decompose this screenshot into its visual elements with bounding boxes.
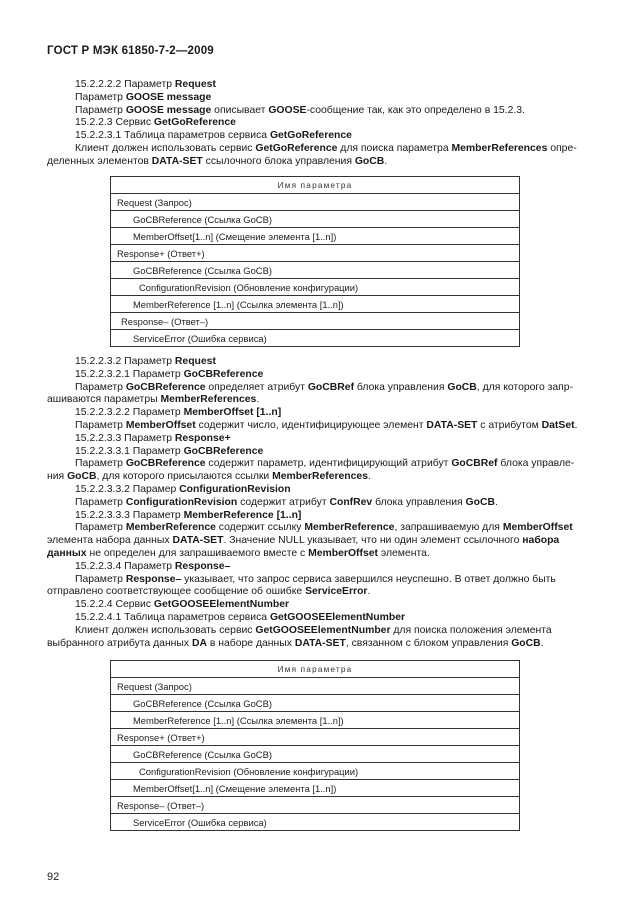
text: Клиент должен использовать сервис xyxy=(75,624,256,636)
text: 15.2.2.3.1 Таблица параметров сервиса xyxy=(75,130,270,142)
text: указывает, что запрос сервиса завершился неуспешно. В ответ должно быть xyxy=(181,573,556,585)
text-bold: ServiceError xyxy=(305,586,368,598)
table-row: Response+ (Ответ+) xyxy=(111,245,520,262)
text-bold: GoCBReference xyxy=(183,368,264,380)
text: 15.2.2.3.2.1 Параметр xyxy=(75,368,184,380)
text-bold: GetGOOSEElementNumber xyxy=(269,611,406,623)
text: 15.2.2.3.2 Параметр xyxy=(75,356,175,367)
table-row: ServiceError (Ошибка сервиса) xyxy=(111,814,520,831)
table-row: MemberOffset[1..n] (Смещение элемента [1..n]) xyxy=(111,228,520,245)
text-bold: MemberReference xyxy=(304,522,395,534)
text-bold: DATA-SET xyxy=(151,155,203,167)
text: определяет атрибут xyxy=(205,381,308,393)
text: для поиска положения элемента xyxy=(390,624,552,636)
text-bold: ConfigurationRevision xyxy=(125,496,238,508)
text-bold: GoCB xyxy=(465,496,495,508)
text-bold: GoCBReference xyxy=(183,445,264,457)
text-bold: MemberOffset [1..n] xyxy=(183,407,282,419)
text: . xyxy=(574,419,578,431)
text: 15.2.2.4.1 Таблица параметров сервиса xyxy=(75,611,270,623)
text: блока управле- xyxy=(497,458,575,470)
text: блока управления xyxy=(372,496,466,508)
table-row: MemberReference [1..n] (Ссылка элемента [1..n]) xyxy=(111,712,520,729)
text: 15.2.2.3.3.2 Парамер xyxy=(75,483,180,495)
text-bold: данных xyxy=(47,547,87,559)
text: Клиент должен использовать сервис xyxy=(75,142,256,154)
text-bold: GoCB xyxy=(447,381,477,393)
text: для поиска параметра xyxy=(337,142,452,154)
text: , для которого присылаются ссылки xyxy=(96,471,273,483)
section-15-2-2-2-2 xyxy=(47,79,587,169)
text: Параметр xyxy=(75,573,126,585)
text: содержит число, идентифицирующее элемент xyxy=(195,419,427,431)
text: 15.2.2.3.3.1 Параметр xyxy=(75,445,184,457)
text: 15.2.2.3.3 Параметр xyxy=(75,432,175,444)
text: описывает xyxy=(211,104,269,116)
text: ссылочного блока управления xyxy=(202,155,355,167)
text-bold: ConfRev xyxy=(329,496,373,508)
table-row: GoCBReference (Ссылка GoCB) xyxy=(111,262,520,279)
text: -сообщение так, как это определено в 15.2.3. xyxy=(306,104,525,116)
text-bold: GetGoReference xyxy=(153,117,236,129)
text-bold: GoCBReference xyxy=(125,458,206,470)
text: содержит ссылку xyxy=(215,522,305,534)
table-row: ServiceError (Ошибка сервиса) xyxy=(111,330,520,347)
text: Параметр xyxy=(75,91,126,103)
text-bold: ConfigurationRevision xyxy=(179,483,291,495)
text: Параметр xyxy=(75,522,126,534)
text-bold: MemberReferences xyxy=(272,471,368,483)
text: выбранного атрибута данных xyxy=(47,637,192,649)
text: 15.2.2.3.2.2 Параметр xyxy=(75,407,184,419)
text-bold: GoCBReference xyxy=(125,381,206,393)
text: элемента. xyxy=(377,547,430,559)
text-bold: GoCB xyxy=(511,637,541,649)
text: ния xyxy=(47,471,68,483)
text-bold: GetGoReference xyxy=(255,142,338,154)
table-row: Request (Запрос) xyxy=(111,194,520,211)
text: Параметр xyxy=(75,458,126,470)
parameter-table-getgoreference xyxy=(110,176,520,347)
table-row: Response– (Ответ–) xyxy=(111,797,520,814)
text-bold: GetGOOSEElementNumber xyxy=(153,599,290,611)
text-bold: Request xyxy=(174,79,216,90)
table-row: GoCBReference (Ссылка GoCB) xyxy=(111,746,520,763)
text: 15.2.2.3.4 Параметр xyxy=(75,560,175,572)
text: в наборе данных xyxy=(206,637,295,649)
text: опре- xyxy=(547,142,577,154)
text-bold: MemberOffset xyxy=(502,522,573,534)
text-bold: GetGoReference xyxy=(269,130,352,142)
text: 15.2.2.2.2 Параметр xyxy=(75,79,175,90)
text: . xyxy=(368,471,371,483)
text: , для которого запр- xyxy=(476,381,574,393)
text-bold: GOOSE message xyxy=(125,104,212,116)
text: содержит параметр, идентифицирующий атрибут xyxy=(205,458,452,470)
text: Параметр xyxy=(75,496,126,508)
text: отправлено соответствующее сообщение об ошибке xyxy=(47,586,306,598)
text: блока управления xyxy=(354,381,448,393)
text: ашиваются параметры xyxy=(47,394,161,406)
text: . xyxy=(367,586,371,598)
text-bold: MemberReferences xyxy=(451,142,548,154)
text-bold: GoCBRef xyxy=(307,381,355,393)
text-bold: MemberOffset xyxy=(125,419,196,431)
text: Параметр xyxy=(75,104,126,116)
text: 15.2.2.3 Сервис xyxy=(75,117,154,129)
text: , связанном с блоком управления xyxy=(345,637,512,649)
table-row: MemberOffset[1..n] (Смещение элемента [1..n]) xyxy=(111,780,520,797)
text: не определен для запрашиваемого вместе с xyxy=(86,547,309,559)
text-bold: MemberReference [1..n] xyxy=(183,509,302,521)
text-bold: GoCB xyxy=(354,155,385,167)
table-row: Request (Запрос) xyxy=(111,678,520,695)
table-row: Response– (Ответ–) xyxy=(111,313,520,330)
text-bold: GOOSE message xyxy=(125,91,212,103)
text-bold: GoCBRef xyxy=(451,458,498,470)
text-bold: GetGOOSEElementNumber xyxy=(255,624,391,636)
table-row: ConfigurationRevision (Обновление конфигурации) xyxy=(111,279,520,296)
text-bold: MemberReference xyxy=(125,522,216,534)
table-row: GoCBReference (Ссылка GoCB) xyxy=(111,211,520,228)
text-bold: DA xyxy=(191,637,207,649)
text: Параметр xyxy=(75,419,126,431)
text: , запрашиваемую для xyxy=(394,522,503,534)
table-header: Имя параметра xyxy=(111,661,520,678)
text: 15.2.2.4 Сервис xyxy=(75,599,154,611)
text: с атрибутом xyxy=(477,419,542,431)
table-row: ConfigurationRevision (Обновление конфигурации) xyxy=(111,763,520,780)
text: деленных элементов xyxy=(47,155,152,167)
table-row: GoCBReference (Ссылка GoCB) xyxy=(111,695,520,712)
text-bold: Response– xyxy=(174,560,231,572)
text: . Значение NULL указывает, что ни один элемент ссылочного xyxy=(223,535,523,547)
parameter-table-getgooseelementnumber xyxy=(110,660,520,831)
section-15-2-2-3-2 xyxy=(47,356,587,650)
text-bold: MemberReferences xyxy=(160,394,257,406)
page-number: 92 xyxy=(47,871,60,883)
text-bold: DATA-SET xyxy=(294,637,346,649)
text-bold: Request xyxy=(174,356,216,367)
table-row: MemberReference [1..n] (Ссылка элемента [1..n]) xyxy=(111,296,520,313)
text-bold: GOOSE xyxy=(268,104,307,116)
text-bold: набора xyxy=(522,535,560,547)
table-row: Response+ (Ответ+) xyxy=(111,729,520,746)
text: Параметр xyxy=(75,381,126,393)
text: содержит атрибут xyxy=(237,496,330,508)
document-header: ГОСТ Р МЭК 61850-7-2—2009 xyxy=(47,45,214,57)
text-bold: DATA-SET xyxy=(172,535,224,547)
text-bold: Response– xyxy=(125,573,182,585)
text: элемента набора данных xyxy=(47,535,173,547)
text-bold: GoCB xyxy=(67,471,97,483)
text: . xyxy=(384,155,388,167)
text-bold: MemberOffset xyxy=(308,547,378,559)
text: . xyxy=(540,637,544,649)
text-bold: Response+ xyxy=(174,432,231,444)
table-header: Имя параметра xyxy=(111,177,520,194)
text: 15.2.2.3.3.3 Параметр xyxy=(75,509,184,521)
text-bold: DatSet xyxy=(541,419,575,431)
text: . xyxy=(494,496,498,508)
text-bold: DATA-SET xyxy=(426,419,478,431)
text: . xyxy=(256,394,260,406)
